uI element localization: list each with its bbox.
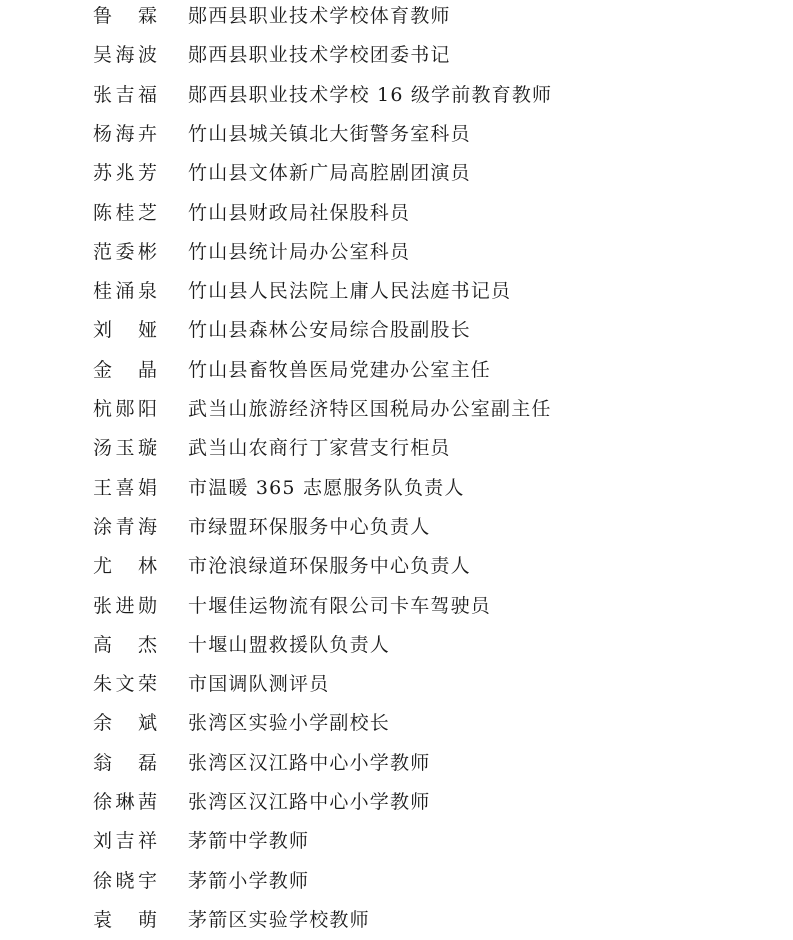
list-item [0, 233, 793, 272]
person-name: 袁 萌 [93, 908, 157, 931]
list-item [0, 469, 793, 508]
list-item [0, 587, 793, 626]
person-position: 武当山农商行丁家营支行柜员 [188, 437, 451, 460]
person-position: 竹山县文体新广局高腔剧团演员 [188, 162, 471, 185]
list-item [0, 822, 793, 861]
person-name: 杨 海 卉 [93, 122, 157, 145]
person-position: 市绿盟环保服务中心负责人 [188, 515, 431, 538]
person-name: 范 委 彬 [93, 240, 157, 263]
list-item [0, 154, 793, 193]
person-position: 张湾区汉江路中心小学教师 [188, 751, 431, 774]
person-position: 武当山旅游经济特区国税局办公室副主任 [188, 398, 552, 420]
person-name: 翁 磊 [93, 751, 157, 774]
list-item [0, 390, 793, 429]
person-name: 朱 文 荣 [93, 673, 157, 696]
list-item [0, 783, 793, 822]
person-name: 王 喜 娟 [93, 476, 157, 499]
person-name: 金 晶 [93, 358, 157, 381]
list-item [0, 194, 793, 233]
list-item [0, 36, 793, 75]
person-name: 苏 兆 芳 [93, 162, 157, 185]
person-position: 茅箭中学教师 [188, 830, 310, 853]
person-position: 郧西县职业技术学校 16 级学前教育教师 [188, 83, 553, 106]
person-position: 十堰佳运物流有限公司卡车驾驶员 [188, 594, 492, 617]
list-item [0, 862, 793, 901]
person-name: 张 进 勋 [93, 594, 157, 617]
person-name: 刘 吉 祥 [93, 830, 157, 853]
list-item [0, 311, 793, 350]
person-name: 高 杰 [93, 633, 157, 656]
person-name: 刘 娅 [93, 319, 157, 342]
person-position: 竹山县城关镇北大街警务室科员 [188, 122, 471, 145]
person-position: 竹山县森林公安局综合股副股长 [188, 319, 471, 342]
person-position: 竹山县财政局社保股科员 [188, 201, 411, 224]
list-item [0, 76, 793, 115]
person-position: 茅箭区实验学校教师 [188, 908, 370, 931]
person-name: 鲁 霖 [93, 5, 157, 27]
person-position: 郧西县职业技术学校体育教师 [188, 5, 451, 27]
person-name: 涂 青 海 [93, 515, 157, 538]
person-name: 徐 晓 宇 [93, 869, 157, 892]
list-item [0, 704, 793, 743]
person-position: 竹山县统计局办公室科员 [188, 240, 411, 263]
person-name: 尤 林 [93, 555, 157, 578]
person-name: 余 斌 [93, 712, 157, 735]
list-item [0, 0, 793, 36]
list-item [0, 744, 793, 783]
person-name: 吴 海 波 [93, 44, 157, 67]
list-item [0, 115, 793, 154]
list-item [0, 272, 793, 311]
list-item [0, 547, 793, 586]
list-item [0, 351, 793, 390]
person-position: 张湾区汉江路中心小学教师 [188, 791, 431, 813]
person-name: 张 吉 福 [93, 83, 157, 106]
person-position: 茅箭小学教师 [188, 869, 310, 892]
list-item [0, 508, 793, 547]
list-item [0, 665, 793, 704]
person-position: 市国调队测评员 [188, 673, 330, 696]
person-position: 竹山县畜牧兽医局党建办公室主任 [188, 358, 492, 381]
person-position: 竹山县人民法院上庸人民法庭书记员 [188, 280, 512, 303]
list-item [0, 626, 793, 665]
person-name: 杭 郧 阳 [93, 398, 157, 420]
person-name: 汤 玉 璇 [93, 437, 157, 460]
person-name: 陈 桂 芝 [93, 201, 157, 224]
person-position: 郧西县职业技术学校团委书记 [188, 44, 451, 67]
person-position: 十堰山盟救援队负责人 [188, 633, 391, 656]
person-position: 张湾区实验小学副校长 [188, 712, 391, 735]
list-item [0, 901, 793, 940]
list-item [0, 429, 793, 468]
person-name: 徐 琳 茜 [93, 791, 157, 813]
person-name: 桂 涌 泉 [93, 280, 157, 303]
person-position: 市沧浪绿道环保服务中心负责人 [188, 555, 471, 578]
person-position: 市温暖 365 志愿服务队负责人 [188, 476, 465, 499]
